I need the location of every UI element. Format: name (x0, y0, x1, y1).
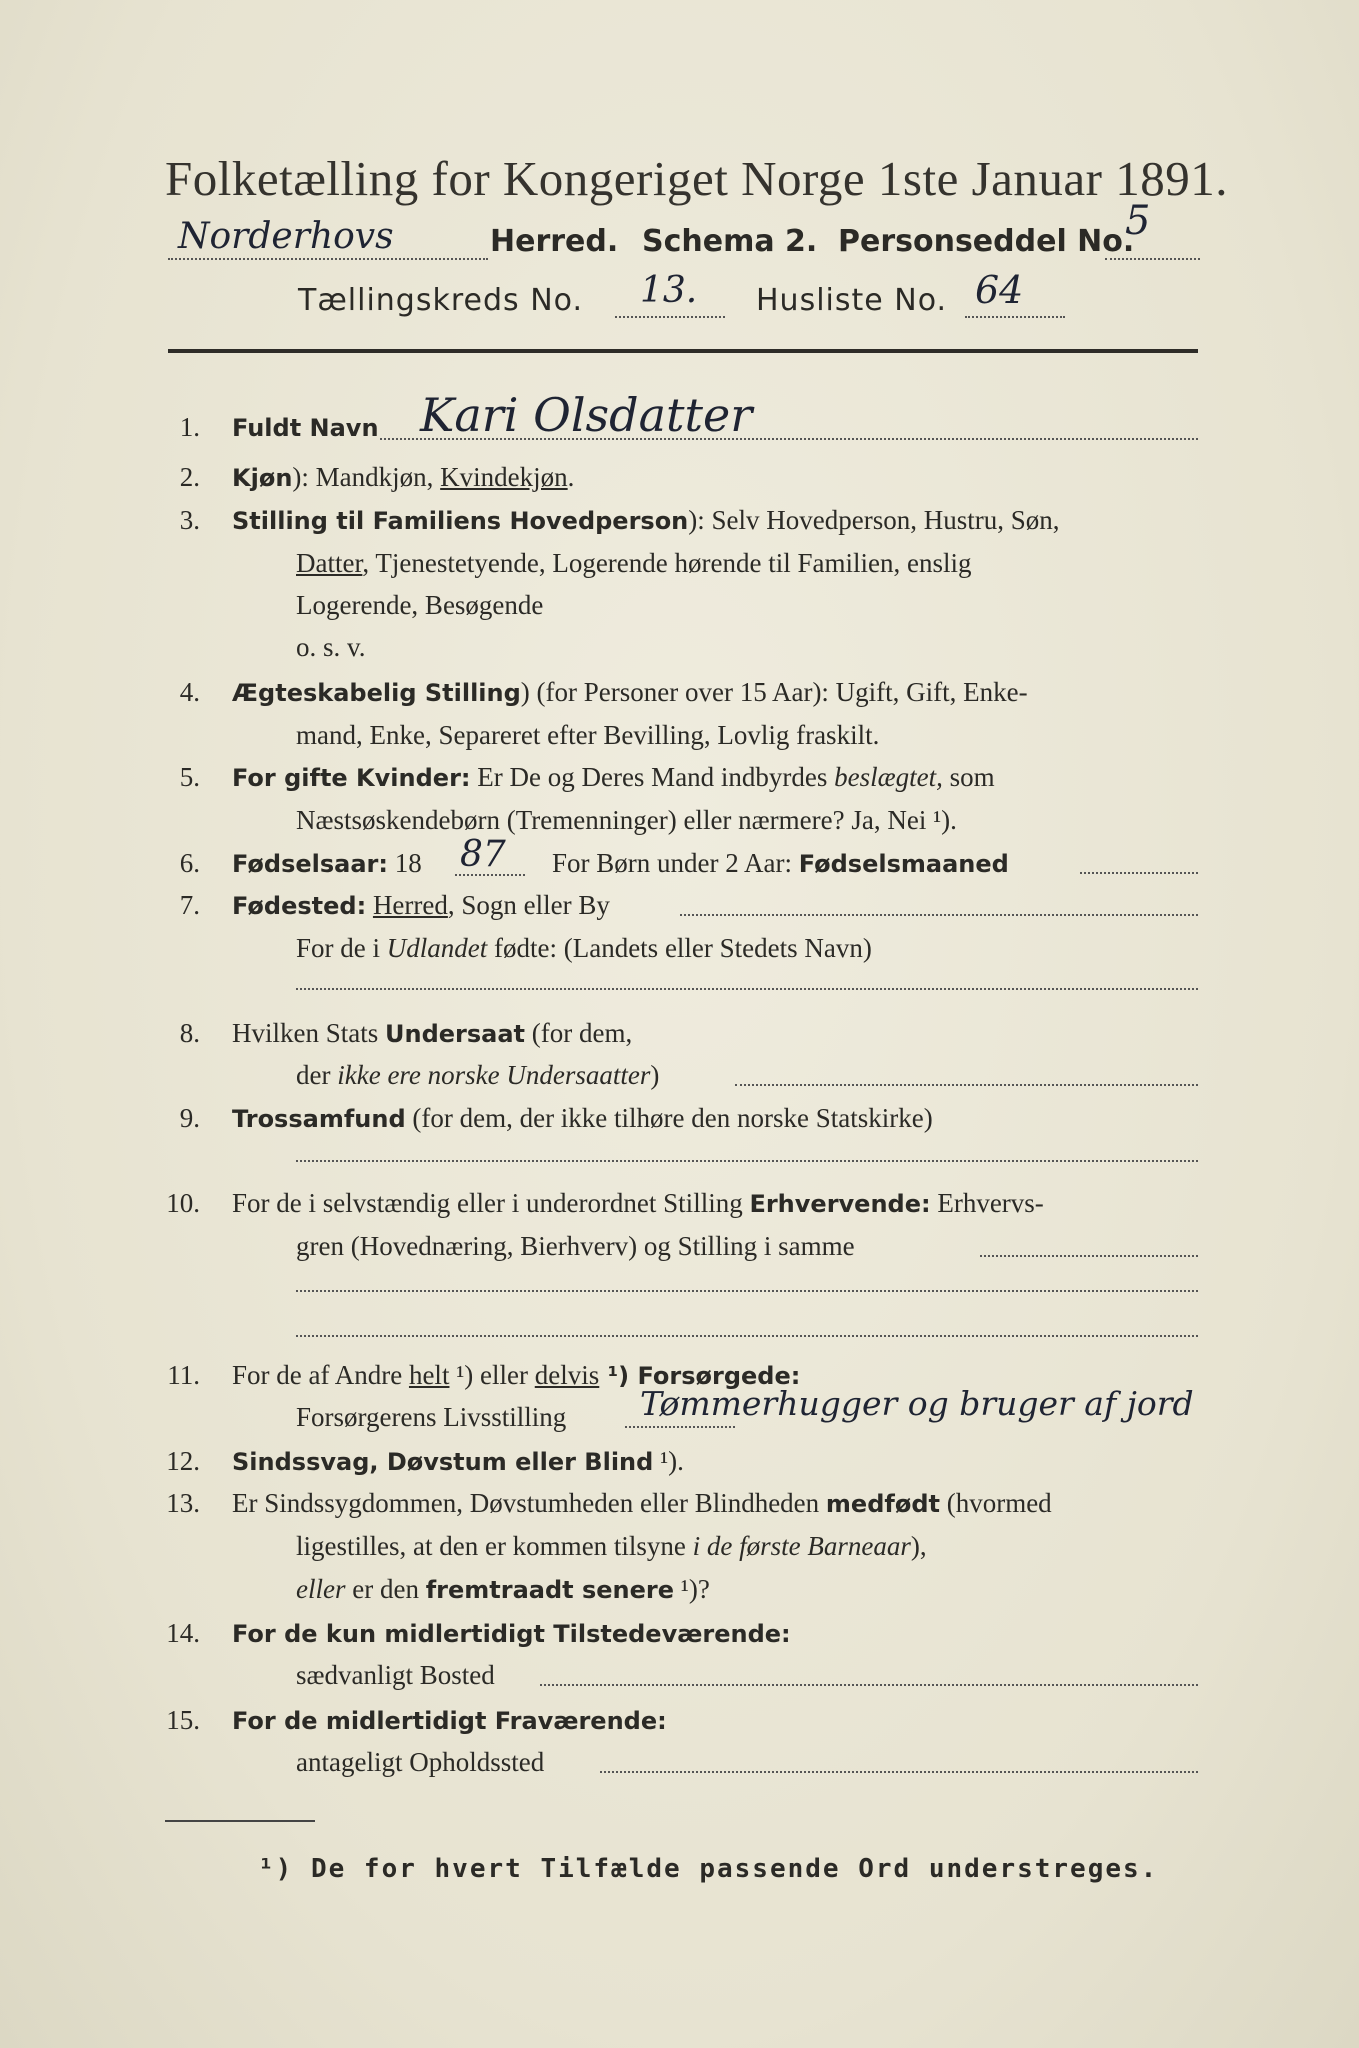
line2-italic: Udlandet (386, 933, 488, 963)
item-text (232, 677, 1028, 708)
item-rest: , Sogn eller By (447, 890, 610, 920)
item-number: 10. (166, 1188, 200, 1218)
item-line3: Logerende, Besøgende (296, 590, 544, 620)
personseddel-label: Personseddel No. (838, 224, 1135, 259)
line2-italic: i de første Barneaar (692, 1531, 911, 1561)
item-line2 (296, 933, 872, 964)
item-number: 5. (179, 762, 200, 792)
item-pre: For de i selvstændig eller i underordnet Stilling (232, 1188, 750, 1218)
item-line2: Næstsøskendebørn (Tremenninger) eller nærmere? Ja, Nei ¹). (296, 805, 957, 835)
item-text (232, 505, 1060, 536)
item-line2: gren (Hovednæring, Bierhverv) og Stilling i samme (296, 1231, 855, 1261)
item-label: Hvilken Stats (232, 1018, 385, 1048)
item-rest-text: For Børn under 2 Aar: (552, 848, 799, 878)
footnote: ¹) De for hvert Tilfælde passende Ord understreges. (258, 1854, 1159, 1884)
line2b: fødte: (Landets eller Stedets Navn) (487, 933, 872, 963)
kreds-line (615, 316, 725, 318)
full-name-value: Kari Olsdatter (420, 388, 753, 442)
birth-year-value: 87 (460, 834, 506, 875)
personseddel-line (1105, 258, 1200, 260)
item-label: Ægteskabelig Stilling (232, 679, 521, 707)
answer-line (680, 914, 1198, 916)
item-rest: ): Mandkjøn, (292, 462, 441, 492)
item-number: 8. (179, 1018, 200, 1048)
item-label-bold: Undersaat (385, 1020, 526, 1048)
item-number: 4. (179, 677, 200, 707)
item-label: For de kun midlertidigt Tilstedeværende: (232, 1620, 791, 1648)
item-rest2: som (942, 762, 995, 792)
item-label: For gifte Kvinder: (232, 764, 471, 792)
item-rest: (for dem, der ikke tilhøre den norske Statskirke) (405, 1103, 933, 1133)
item-text (232, 1488, 1052, 1519)
item-number: 11. (167, 1360, 200, 1390)
item-line2: sædvanligt Bosted (296, 1660, 495, 1690)
herred-label: Herred. (490, 224, 619, 259)
answer-line (296, 1290, 1198, 1292)
line2b: ) (650, 1060, 660, 1090)
year-prefix: 18 (394, 848, 422, 878)
item-text (232, 1188, 1044, 1219)
item-number: 15. (166, 1705, 200, 1735)
item-number: 6. (179, 848, 200, 878)
item-line3 (296, 1574, 710, 1605)
item-text (232, 462, 574, 493)
provider-occupation-value: Tømmerhugger og bruger af jord (640, 1384, 1194, 1423)
line2a: For de i (296, 933, 387, 963)
item-line2: antageligt Opholdssted (296, 1747, 545, 1777)
item-label: ¹) Forsørgede: (599, 1362, 801, 1390)
header-rule (168, 349, 1198, 353)
item-text (232, 762, 995, 793)
herred-name: Norderhovs (178, 216, 394, 257)
item-line2 (296, 1060, 659, 1091)
answer-line (540, 1684, 1198, 1686)
item-label: Trossamfund (232, 1105, 406, 1133)
line3a: er den (345, 1574, 426, 1604)
item-label: Kjøn (232, 464, 293, 492)
selected-option: Datter (296, 548, 363, 578)
item-mid: ¹) eller (449, 1360, 535, 1390)
line2a: ligestilles, at den er kommen tilsyne (296, 1531, 693, 1561)
item-rest: ¹). (653, 1446, 684, 1476)
item-text (232, 848, 422, 879)
item-number: 9. (179, 1103, 200, 1133)
answer-line (296, 1335, 1198, 1337)
line3c: ¹)? (674, 1574, 710, 1604)
answer-line (625, 1426, 735, 1428)
schema-label: Schema 2. (642, 224, 818, 259)
item-line2 (296, 1531, 927, 1562)
item-label: For de midlertidigt Fraværende: (232, 1707, 667, 1735)
item-label: Fødselsaar: (232, 850, 388, 878)
item-rest: ): Selv Hovedperson, Hustru, Søn, (688, 505, 1060, 535)
item-tail: . (567, 462, 575, 492)
husliste-line (965, 316, 1065, 318)
personseddel-no: 5 (1125, 198, 1151, 244)
line2b: ), (910, 1531, 927, 1561)
selected-option: Herred (372, 890, 448, 920)
item-rest-italic: beslægtet, (834, 762, 943, 792)
item-text (232, 890, 610, 921)
kreds-label: Tællingskreds No. (298, 283, 583, 318)
item-label: Erhvervende: (749, 1190, 931, 1218)
item-rest (552, 848, 1009, 879)
line3-bold: fremtraadt senere (425, 1576, 675, 1604)
item-number: 7. (179, 890, 200, 920)
item-rest: (hvormed (939, 1488, 1052, 1518)
item-line2-text: , Tjenestetyende, Logerende hørende til Familien, enslig (362, 548, 972, 578)
item-line2 (296, 548, 971, 579)
item-rest-bold: Fødselsmaaned (798, 850, 1009, 878)
item-line2: mand, Enke, Separeret efter Bevilling, Lovlig fraskilt. (296, 720, 880, 750)
line2a: der (296, 1060, 338, 1090)
selected-option: helt (408, 1360, 450, 1390)
item-number: 13. (166, 1488, 200, 1518)
item-line2: Forsørgerens Livsstilling (296, 1402, 567, 1432)
line3-italic: eller (296, 1574, 346, 1604)
husliste-label: Husliste No. (756, 283, 948, 318)
item-label: Fødested: (232, 892, 367, 920)
item-rest: Er De og Deres Mand indbyrdes (470, 762, 835, 792)
answer-line (296, 1160, 1198, 1162)
item-pre: For de af Andre (232, 1360, 409, 1390)
item-label: Sindssvag, Døvstum eller Blind (232, 1448, 654, 1476)
item-number: 14. (166, 1618, 200, 1648)
kreds-no: 13. (640, 270, 698, 311)
answer-line (735, 1084, 1198, 1086)
item-pre: Er Sindssygdommen, Døvstumheden eller Blindheden (232, 1488, 826, 1518)
item-text (232, 1446, 684, 1477)
answer-line (600, 1771, 1198, 1773)
item-line4: o. s. v. (296, 632, 366, 662)
line2-italic: ikke ere norske Undersaatter (337, 1060, 651, 1090)
item-label: medfødt (825, 1490, 940, 1518)
form-title: Folketælling for Kongeriget Norge 1ste Januar 1891. (165, 151, 1228, 206)
item-number: 12. (166, 1446, 200, 1476)
item-rest: (for dem, (525, 1018, 633, 1048)
selected-option: Kvindekjøn (440, 462, 568, 492)
answer-line (1080, 872, 1198, 874)
item-label: Stilling til Familiens Hovedperson (232, 507, 689, 535)
item-text (232, 1103, 933, 1134)
item-number: 1. (179, 412, 200, 442)
selected-option: delvis (534, 1360, 600, 1390)
footnote-separator (165, 1820, 315, 1822)
item-rest: ) (for Personer over 15 Aar): Ugift, Gift, Enke- (520, 677, 1028, 707)
husliste-no: 64 (975, 268, 1024, 312)
year-line (455, 874, 525, 876)
item-rest: Erhvervs- (930, 1188, 1044, 1218)
item-label: Fuldt Navn (232, 414, 379, 442)
item-number: 2. (179, 462, 200, 492)
answer-line (980, 1255, 1198, 1257)
herred-line (168, 258, 488, 260)
answer-line (296, 988, 1198, 990)
item-number: 3. (179, 505, 200, 535)
item-text (232, 1018, 632, 1049)
